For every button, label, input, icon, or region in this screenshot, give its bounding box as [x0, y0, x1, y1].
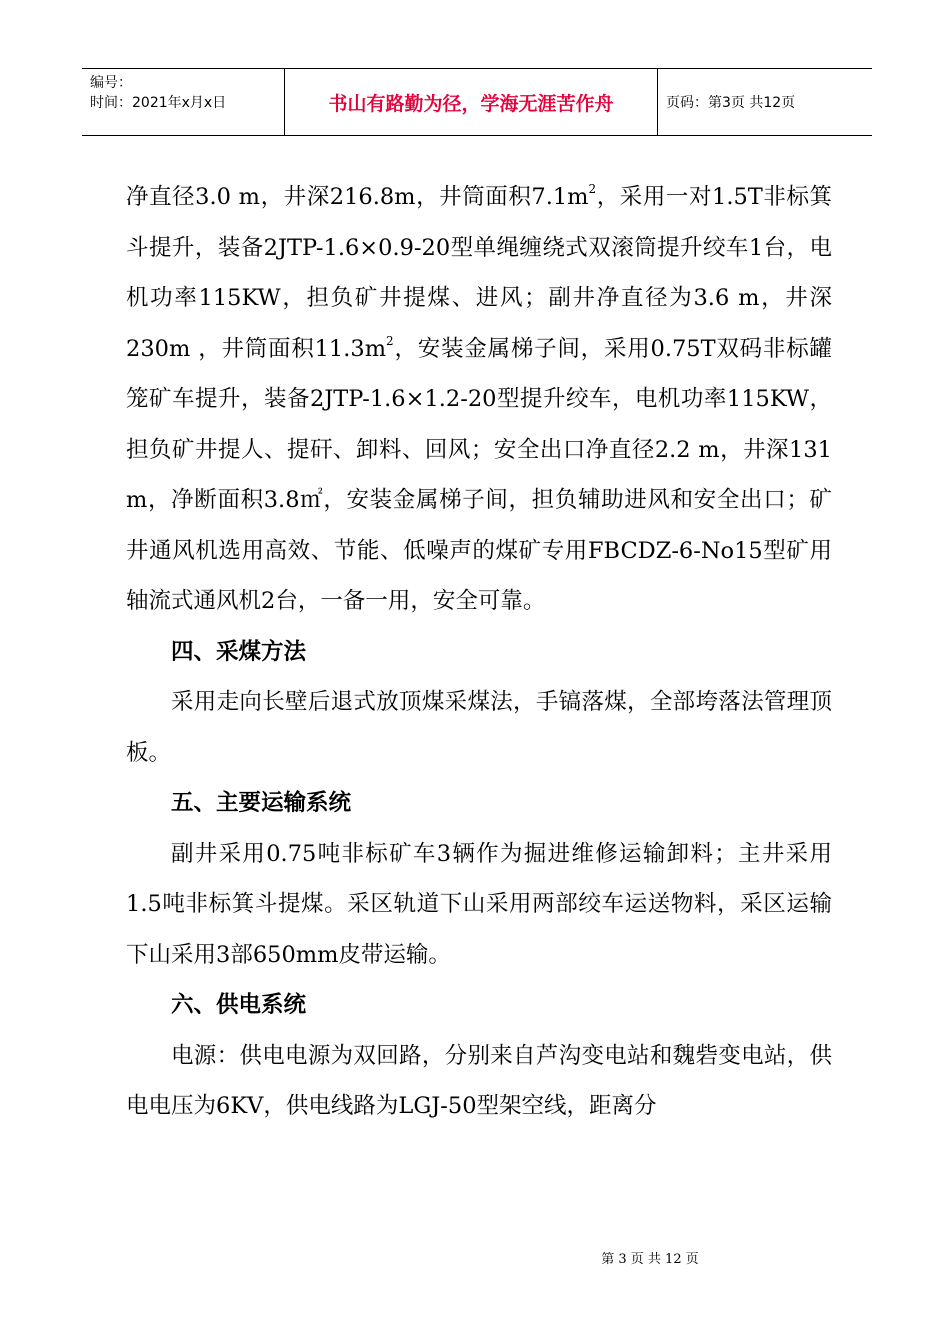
superscript: 2 [588, 182, 597, 197]
body-paragraph-shafts: 净直径3.0 m，井深216.8m，井筒面积$7.1m^2$，采用一对1.5T非标箕斗提升，装备2JTP-1.6×0.9-20型单绳缠绕式双滚筒提升绞车1台，电机功率115KW，担负矿井提煤、进风；副井净直径为3.6 m，井深230m ，井筒面积$11.3m^2$，安装金属梯子间，采用0.75T双码非标罐笼矿车提升，装备2JTP-1.6×1.2-20型提升绞车，电机功率115KW，担负矿井提人、提矸、卸料、回风；安全出口净直径2.2 m，井深131 m，净断面积3.8㎡，安装金属梯子间，担负辅助进风和安全出口；矿井通风机选用高效、节能、低噪声的煤矿专用FBCDZ-6-No15型矿用轴流式通风机2台，一备一用，安全可靠。 [126, 182, 833, 614]
page-footer: 第 3 页 共 12 页 [601, 1252, 699, 1267]
body-paragraph-transport: 副井采用0.75吨非标矿车3辆作为掘进维修运输卸料；主井采用1.5吨非标箕斗提煤。采区轨道下山采用两部绞车运送物料，采区运输下山采用3部650mm皮带运输。 [126, 840, 832, 968]
document-header [82, 68, 872, 136]
header-page-number: 页码：第3页 共12页 [666, 95, 796, 111]
superscript: 2 [386, 333, 394, 348]
document-number-label: 编号： [90, 75, 132, 91]
body-paragraph-mining-method: 采用走向长壁后退式放顶煤采煤法，手镐落煤，全部垮落法管理顶板。 [126, 689, 832, 766]
section-heading-mining-method: 四、采煤方法 [171, 638, 307, 665]
header-meta-cell [82, 69, 285, 135]
document-body [126, 172, 832, 1132]
section-heading-transport: 五、主要运输系统 [171, 790, 352, 816]
header-motto: 书山有路勤为径，学海无涯苦作舟 [285, 69, 658, 135]
body-paragraph-power-supply: 电源：供电电源为双回路，分别来自芦沟变电站和魏砦变电站，供电电压为6KV，供电线路为LGJ-50型架空线，距离分 [126, 1042, 832, 1119]
section-heading-power-supply: 六、供电系统 [171, 992, 307, 1018]
document-time-label: 时间：2021年x月x日 [90, 95, 227, 111]
